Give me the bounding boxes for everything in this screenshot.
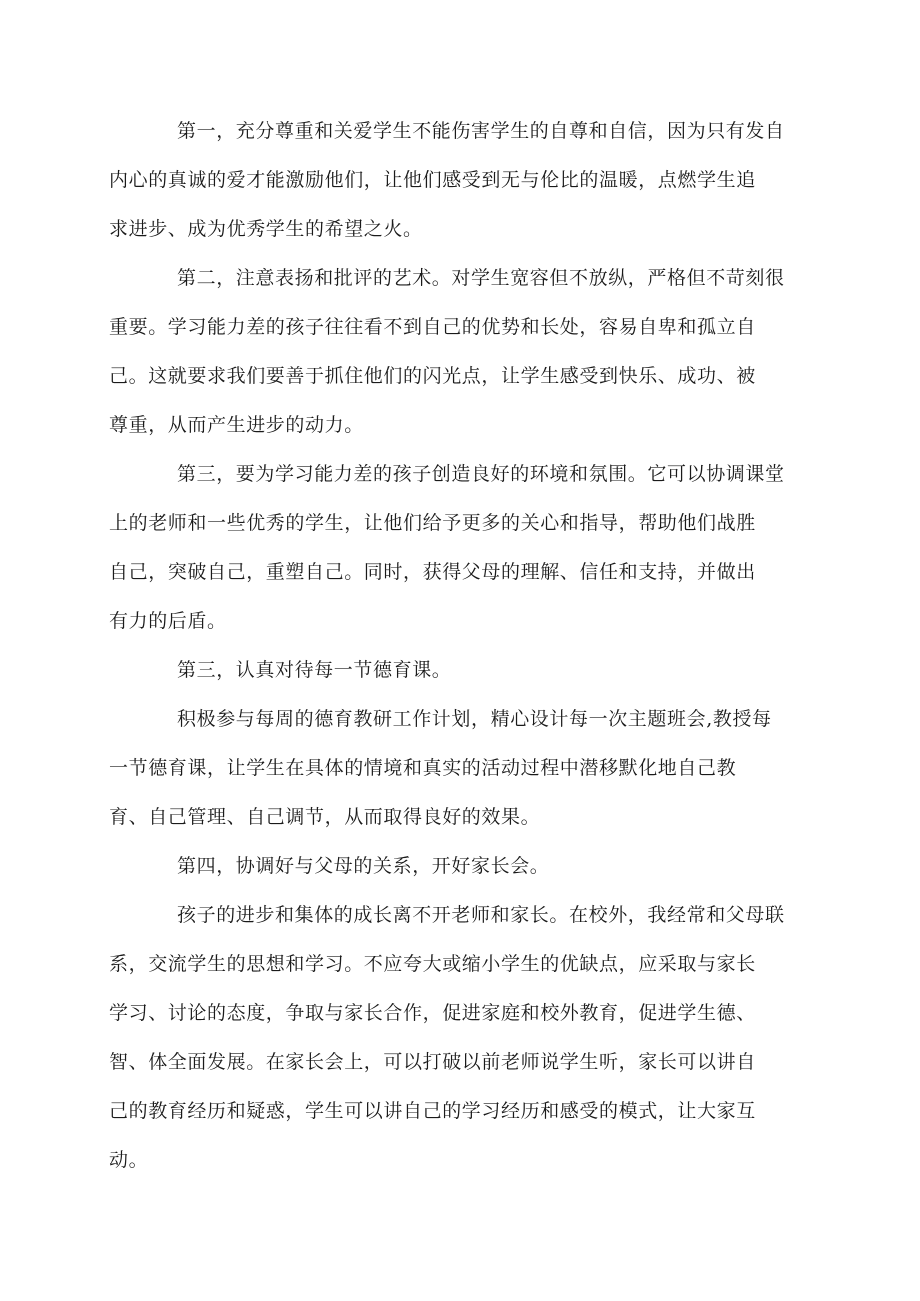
text-line: 一节德育课，让学生在具体的情境和真实的活动过程中潜移默化地自己教	[109, 757, 737, 779]
text-line: 第三，认真对待每一节德育课。	[177, 659, 452, 681]
text-line: 求进步、成为优秀学生的希望之火。	[109, 218, 423, 240]
text-line: 自己，突破自己，重塑自己。同时，获得父母的理解、信任和支持，并做出	[109, 561, 756, 583]
text-line: 内心的真诚的爱才能激励他们，让他们感受到无与伦比的温暖，点燃学生追	[109, 169, 756, 191]
text-line: 学习、讨论的态度，争取与家长合作，促进家庭和校外教育，促进学生德、	[109, 1002, 756, 1024]
text-line: 重要。学习能力差的孩子往往看不到自己的优势和长处，容易自卑和孤立自	[109, 316, 756, 338]
text-line: 系，交流学生的思想和学习。不应夸大或缩小学生的优缺点，应采取与家长	[109, 953, 756, 975]
text-line: 尊重，从而产生进步的动力。	[109, 414, 364, 436]
text-line: 第三，要为学习能力差的孩子创造良好的环境和氛围。它可以协调课堂	[177, 463, 785, 485]
text-line: 第一，充分尊重和关爱学生不能伤害学生的自尊和自信，因为只有发自	[177, 120, 785, 142]
text-line: 动。	[109, 1149, 149, 1171]
text-line: 第二，注意表扬和批评的艺术。对学生宽容但不放纵，严格但不苛刻很	[177, 267, 785, 289]
text-line: 有力的后盾。	[109, 610, 227, 632]
text-line: 第四，协调好与父母的关系，开好家长会。	[177, 855, 550, 877]
text-line: 育、自己管理、自己调节，从而取得良好的效果。	[109, 806, 541, 828]
text-line: 己。这就要求我们要善于抓住他们的闪光点，让学生感受到快乐、成功、被	[109, 365, 756, 387]
text-line: 积极参与每周的德育教研工作计划，精心设计每一次主题班会,教授每	[177, 708, 772, 730]
text-line: 智、体全面发展。在家长会上，可以打破以前老师说学生听，家长可以讲自	[109, 1051, 756, 1073]
text-line: 上的老师和一些优秀的学生，让他们给予更多的关心和指导，帮助他们战胜	[109, 512, 756, 534]
text-line: 孩子的进步和集体的成长离不开老师和家长。在校外，我经常和父母联	[177, 904, 785, 926]
text-line: 己的教育经历和疑惑，学生可以讲自己的学习经历和感受的模式，让大家互	[109, 1100, 756, 1122]
